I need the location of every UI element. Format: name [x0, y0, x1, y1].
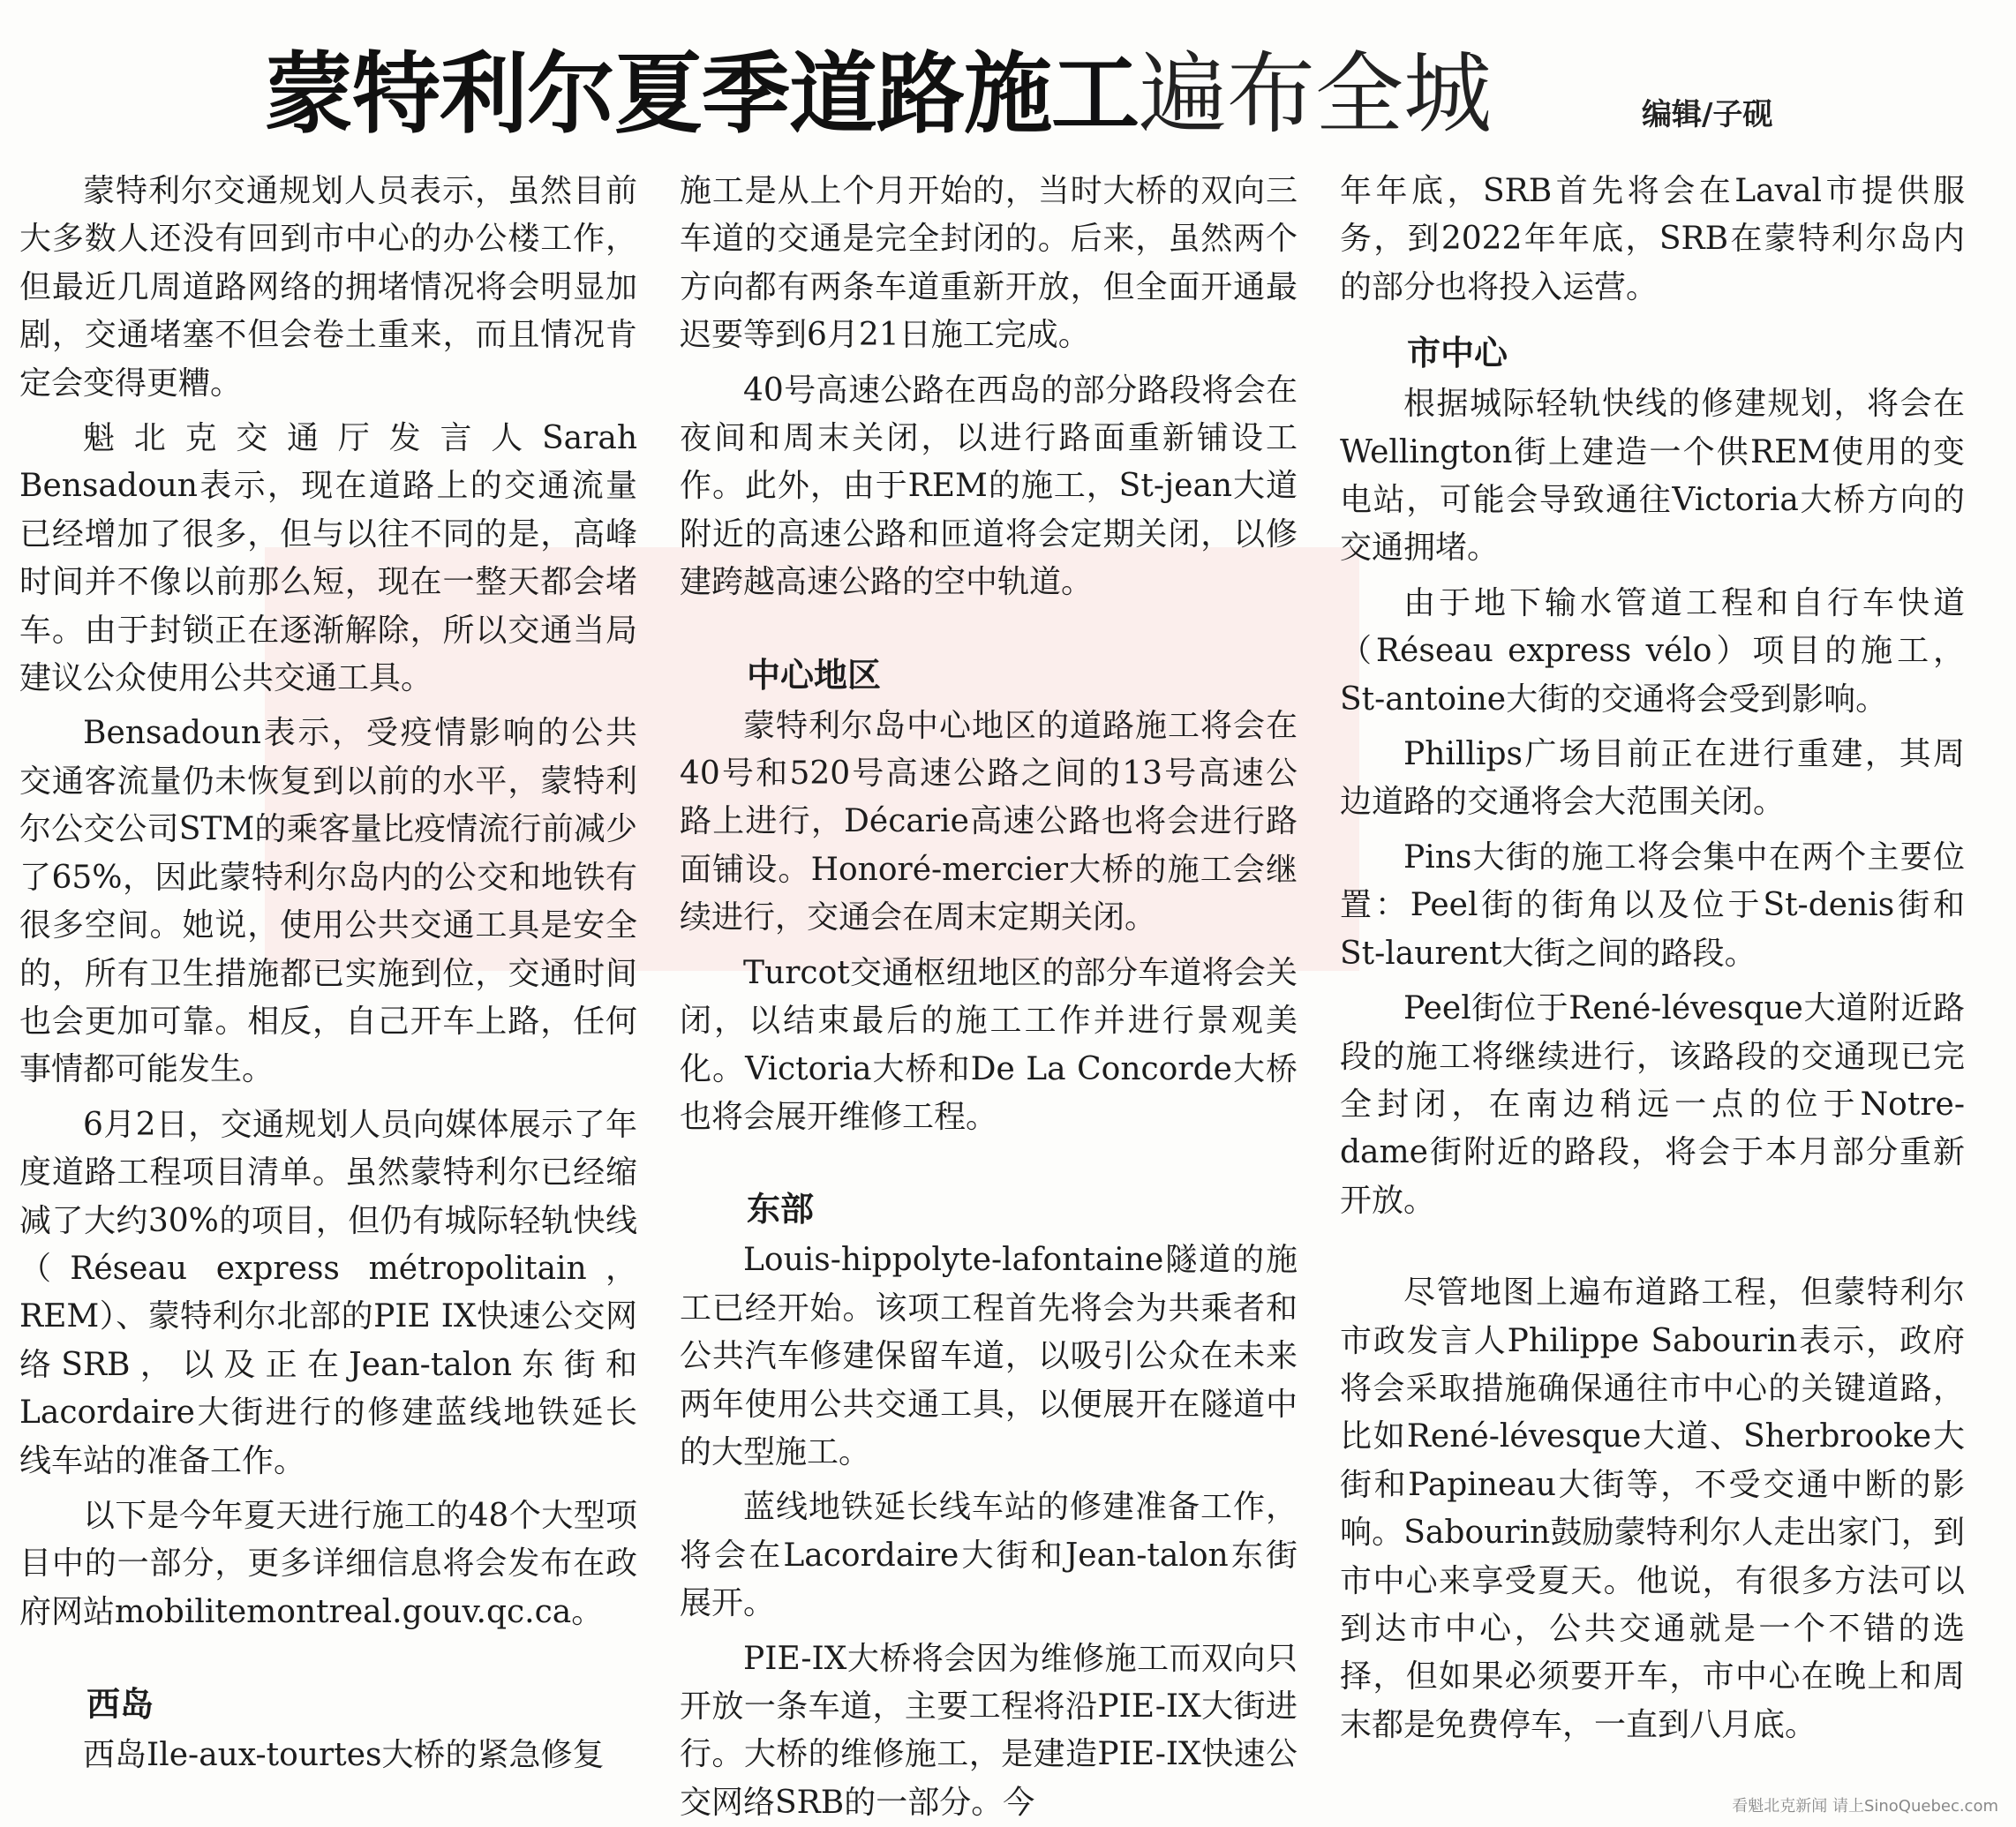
paragraph: Turcot交通枢纽地区的部分车道将会关闭，以结束最后的施工工作并进行景观美化。Victoria大桥和De La Concorde大桥也将会展开维修工程。	[680, 954, 1298, 1135]
section-heading-east: 东部	[747, 1190, 815, 1229]
headline-bold: 蒙特利尔夏季道路施工	[265, 42, 1139, 146]
column-3	[1340, 168, 1965, 1801]
paragraph: 以下是今年夏天进行施工的48个大型项目中的一部分，更多详细信息将会发布在政府网站mobilitemontreal.gouv.qc.ca。	[19, 1497, 637, 1630]
paragraph: Peel街位于René-lévesque大道附近路段的施工将继续进行，该路段的交通现已完全封闭，在南边稍远一点的位于Notre-dame街附近的路段，将会于本月部分重新开放。	[1340, 990, 1965, 1219]
paragraph: 尽管地图上遍布道路工程，但蒙特利尔市政发言人Philippe Sabourin表示，政府将会采取措施确保通往市中心的关键道路，比如René-lévesque大道、Sherbrooke大街和Papineau大街等，不受交通中断的影响。Sabourin鼓励蒙特利尔人走出家门，到市中心来享受夏天。他说，有很多方法可以到达市中心，公共交通就是一个不错的选择，但如果必须要开车，市中心在晚上和周末都是免费停车，一直到八月底。	[1340, 1274, 1965, 1743]
headline-light: 遍布全城	[1139, 42, 1492, 146]
paragraph: 蒙特利尔岛中心地区的道路施工将会在40号和520号高速公路之间的13号高速公路上进行，Décarie高速公路也将会进行路面铺设。Honoré-mercier大桥的施工会继续进行，交通会在周末定期关闭。	[680, 707, 1298, 936]
paragraph: Bensadoun表示，受疫情影响的公共交通客流量仍未恢复到以前的水平，蒙特利尔公交公司STM的乘客量比疫情流行前减少了65%，因此蒙特利尔岛内的公交和地铁有很多空间。她说，使用公共交通工具是安全的，所有卫生措施都已实施到位，交通时间也会更加可靠。相反，自己开车上路，任何事情都可能发生。	[19, 715, 637, 1088]
column-1	[19, 168, 637, 1801]
paragraph: PIE-IX大桥将会因为维修施工而双向只开放一条车道，主要工程将沿PIE-IX大街进行。大桥的维修施工，是建造PIE-IX快速公交网络SRB的一部分。今	[680, 1640, 1298, 1821]
paragraph: 魁北克交通厅发言人Sarah Bensadoun表示，现在道路上的交通流量已经增加了很多，但与以往不同的是，高峰时间并不像以前那么短，现在一整天都会堵车。由于封锁正在逐渐解除，所以交通当局建议公众使用公共交通工具。	[19, 420, 637, 697]
editor-credit: 编辑/子砚	[1642, 97, 1773, 132]
paragraph: Pins大街的施工将会集中在两个主要位置：Peel街的街角以及位于St-denis街和St-laurent大街之间的路段。	[1340, 838, 1965, 972]
paragraph: 蓝线地铁延长线车站的修建准备工作，将会在Lacordaire大街和Jean-talon东街展开。	[680, 1489, 1298, 1622]
section-heading-central: 中心地区	[747, 655, 882, 695]
headline	[265, 35, 1492, 150]
paragraph: 施工是从上个月开始的，当时大桥的双向三车道的交通是完全封闭的。后来，虽然两个方向都有两条车道重新开放，但全面开通最迟要等到6月21日施工完成。	[680, 173, 1298, 354]
paragraph: 蒙特利尔交通规划人员表示，虽然目前大多数人还没有回到市中心的办公楼工作，但最近几周道路网络的拥堵情况将会明显加剧，交通堵塞不但会卷土重来，而且情况肯定会变得更糟。	[19, 173, 637, 402]
paragraph: Louis-hippolyte-lafontaine隧道的施工已经开始。该项工程首先将会为共乘者和公共汽车修建保留车道，以吸引公众在未来两年使用公共交通工具，以便展开在隧道中的大型施工。	[680, 1242, 1298, 1470]
column-2	[680, 168, 1298, 1821]
paragraph: Phillips广场目前正在进行重建，其周边道路的交通将会大范围关闭。	[1340, 736, 1965, 821]
paragraph: 由于地下输水管道工程和自行车快道（Réseau express vélo）项目的施工，St-antoine大街的交通将会受到影响。	[1340, 584, 1965, 718]
paragraph: 根据城际轻轨快线的修建规划，将会在Wellington街上建造一个供REM使用的变电站，可能会导致通往Victoria大桥方向的交通拥堵。	[1340, 386, 1965, 567]
section-heading-west-island: 西岛	[87, 1685, 154, 1725]
paragraph: 西岛Ile-aux-tourtes大桥的紧急修复	[83, 1737, 605, 1774]
paragraph: 年年底，SRB首先将会在Laval市提供服务，到2022年年底，SRB在蒙特利尔岛内的部分也将投入运营。	[1340, 173, 1965, 305]
paragraph: 6月2日，交通规划人员向媒体展示了年度道路工程项目清单。虽然蒙特利尔已经缩减了大约30%的项目，但仍有城际轻轨快线（Réseau express métropolitain，REM）、蒙特利尔北部的PIE IX快速公交网络SRB，以及正在Jean-talon东街和Lacordaire大街进行的修建蓝线地铁延长线车站的准备工作。	[19, 1106, 637, 1479]
section-heading-downtown: 市中心	[1407, 334, 1508, 373]
paragraph: 40号高速公路在西岛的部分路段将会在夜间和周末关闭，以进行路面重新铺设工作。此外，由于REM的施工，St-jean大道附近的高速公路和匝道将会定期关闭，以修建跨越高速公路的空中轨道。	[680, 372, 1298, 601]
footer-note: 看魁北克新闻 请上SinoQuebec.com	[1732, 1797, 1998, 1816]
